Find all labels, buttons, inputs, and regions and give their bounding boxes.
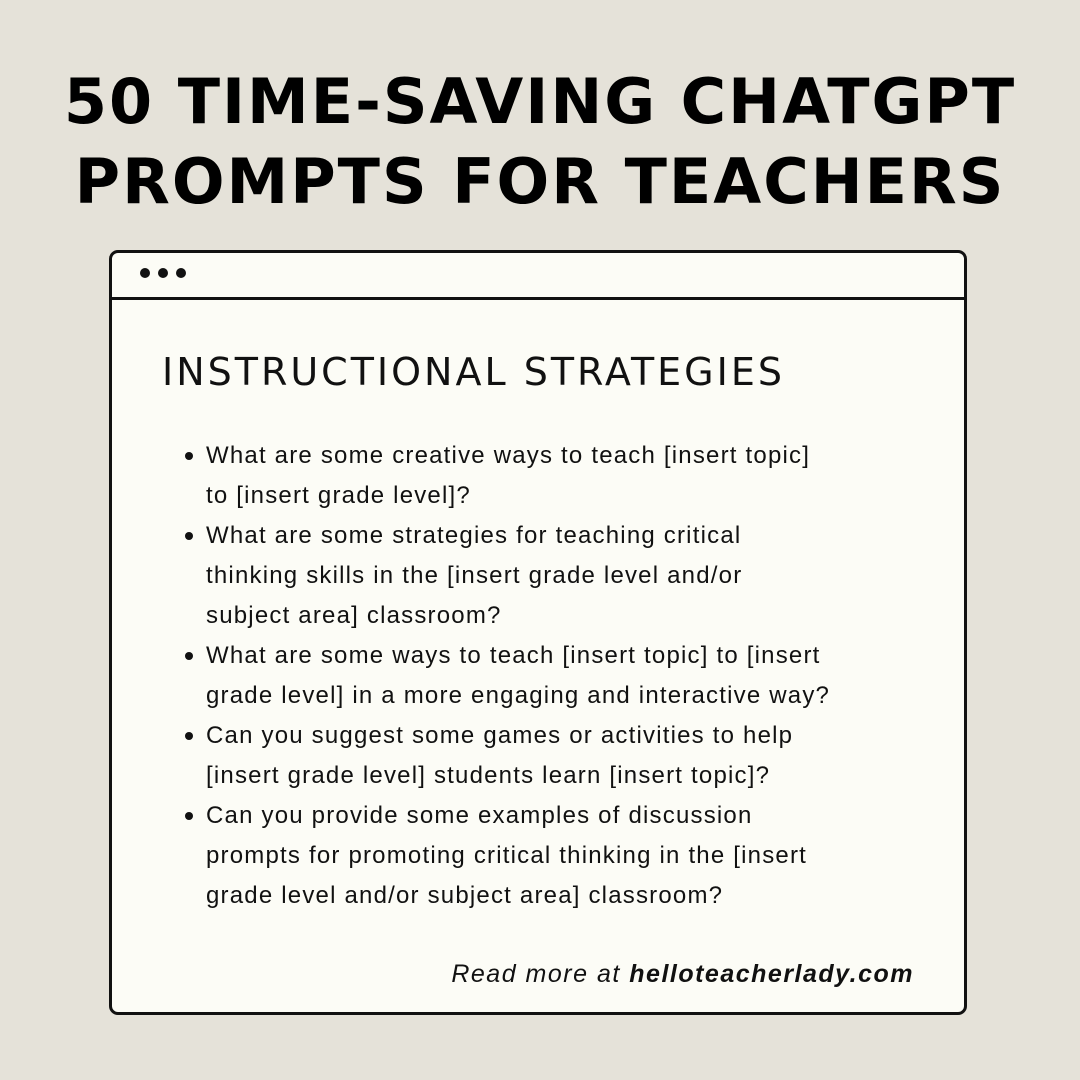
prompt-list: [206, 436, 936, 916]
title-line-1: 50 TIME-SAVING CHATGPT: [63, 65, 1017, 138]
prompt-item: [206, 516, 936, 636]
prompt-line: [insert grade level] students learn [insert topic]?: [206, 762, 771, 789]
bullet-icon: [185, 732, 193, 740]
bullet-icon: [185, 652, 193, 660]
browser-window-card: [109, 250, 967, 1015]
window-dot-icon: [140, 268, 150, 278]
window-title-bar: [112, 253, 964, 300]
footer-site-link[interactable]: helloteacherlady.com: [629, 960, 914, 988]
page-title: [0, 62, 1080, 222]
window-dot-icon: [158, 268, 168, 278]
prompt-line: grade level and/or subject area] classroom?: [206, 882, 724, 909]
title-line-2: PROMPTS FOR TEACHERS: [74, 145, 1006, 218]
prompt-line: What are some creative ways to teach [insert topic]: [206, 442, 811, 469]
section-heading: INSTRUCTIONAL STRATEGIES: [162, 350, 785, 394]
footer-lead-text: Read more at: [451, 960, 621, 988]
prompt-item: [206, 716, 936, 796]
prompt-item: [206, 636, 936, 716]
bullet-icon: [185, 812, 193, 820]
prompt-line: prompts for promoting critical thinking in the [insert: [206, 842, 808, 869]
prompt-line: to [insert grade level]?: [206, 482, 471, 509]
prompt-line: What are some strategies for teaching critical: [206, 522, 742, 549]
prompt-line: Can you provide some examples of discussion: [206, 802, 753, 829]
prompt-item: [206, 796, 936, 916]
prompt-item: [206, 436, 936, 516]
bullet-icon: [185, 532, 193, 540]
prompt-line: Can you suggest some games or activities to help: [206, 722, 794, 749]
bullet-icon: [185, 452, 193, 460]
prompt-line: subject area] classroom?: [206, 602, 502, 629]
window-dot-icon: [176, 268, 186, 278]
prompt-line: grade level] in a more engaging and interactive way?: [206, 682, 831, 709]
footer-credit: [451, 960, 914, 989]
prompt-line: What are some ways to teach [insert topic] to [insert: [206, 642, 821, 669]
prompt-line: thinking skills in the [insert grade level and/or: [206, 562, 743, 589]
